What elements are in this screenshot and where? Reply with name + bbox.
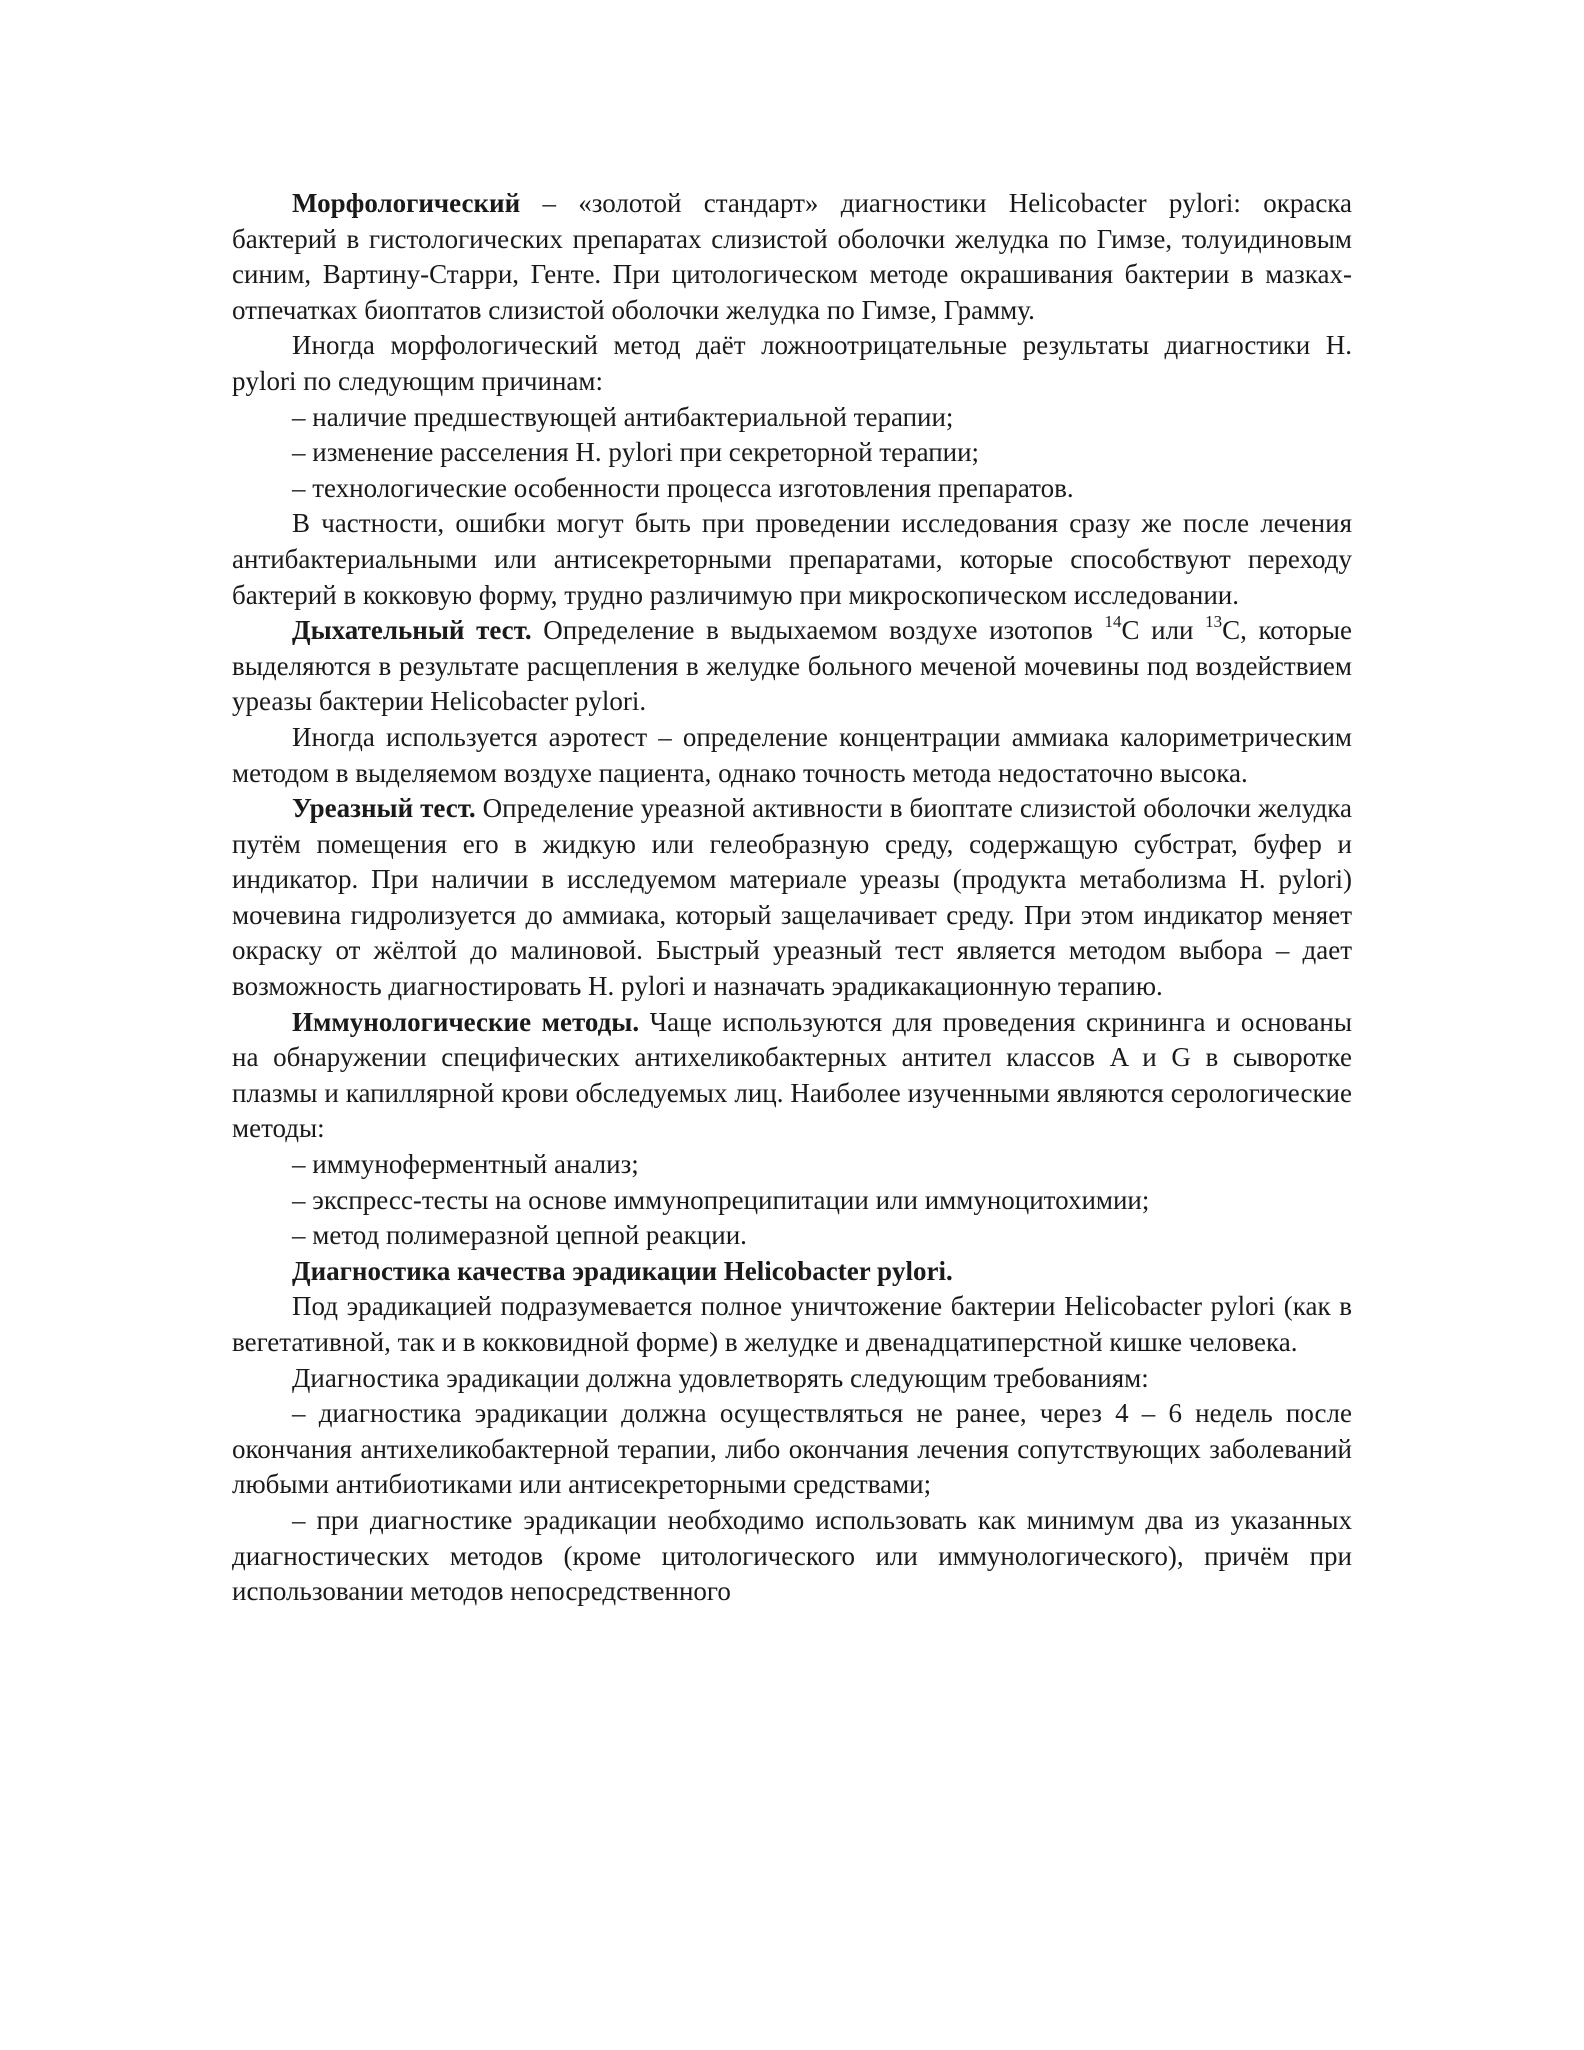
list-item: – иммуноферментный анализ; — [292, 1149, 639, 1180]
term-urease-test: Уреазный тест. — [292, 793, 476, 824]
paragraph-text: С, которые выделяются в результате расщепления в желудке больного меченой мочевины под воздействием уреазы бактерии Helicobacter pylori. — [232, 615, 1352, 717]
paragraph-urease-test — [232, 791, 1352, 1005]
paragraph-errors: В частности, ошибки могут быть при проведении исследования сразу же после лечения антибактериальными или антисекреторными препаратами, которые способствуют переходу бактерий в кокковую форму, трудно различимую при микроскопическом исследовании. — [232, 508, 1352, 610]
document-page — [232, 186, 1352, 1610]
paragraph-text: – «золотой стандарт» диагностики Helicobacter pylori: окраска бактерий в гистологических препаратах слизистой оболочки желудка по Гимзе, толуидиновым синим, Вартину-Старри, Генте. При цитологическом методе окрашивания бактерии в мазках-отпечатках биоптатов слизистой оболочки желудка по Гимзе, Грамму. — [232, 188, 1352, 325]
paragraph-eradication: Под эрадикацией подразумевается полное уничтожение бактерии Helicobacter pylori (как в вегетативной, так и в кокковидной форме) в желудке и двенадцатиперстной кишке человека. — [232, 1291, 1352, 1357]
requirement-item: – диагностика эрадикации должна осуществляться не ранее, через 4 – 6 недель после окончания антихеликобактерной терапии, либо окончания лечения сопутствующих заболеваний любыми антибиотиками или антисекреторными средствами; — [232, 1398, 1352, 1500]
paragraph-false-negative: Иногда морфологический метод даёт ложноотрицательные результаты диагностики H. pylori по следующим причинам: — [232, 330, 1352, 396]
paragraph-text: Чаще используются для проведения скрининга и основаны на обнаружении специфических антихеликобактерных антител классов A и G в сыворотке плазмы и капиллярной крови обследуемых лиц. Наиболее изученными являются серологические методы: — [232, 1006, 1352, 1144]
paragraph-immunological — [232, 1005, 1352, 1147]
term-immunological: Иммунологические методы. — [292, 1006, 640, 1037]
paragraph-requirements: Диагностика эрадикации должна удовлетворять следующим требованиям: — [292, 1362, 1149, 1393]
paragraph-text: Определение уреазной активности в биоптате слизистой оболочки желудка путём помещения его в жидкую или гелеобразную среду, содержащую субстрат, буфер и индикатор. При наличии в исследуемом материале уреазы (продукта метаболизма H. pylori) мочевина гидролизуется до аммиака, который защелачивает среду. При этом индикатор меняет окраску от жёлтой до малиновой. Быстрый уреазный тест является методом выбора – дает возможность диагностировать H. pylori и назначать эрадикакационную терапию. — [232, 793, 1352, 1002]
requirement-item: – при диагностике эрадикации необходимо использовать как минимум два из указанных диагностических методов (кроме цитологического или иммунологического), причём при использовании методов непосредственного — [232, 1504, 1352, 1607]
paragraph-text: С или — [1121, 615, 1206, 646]
isotope-superscript: 14 — [1104, 612, 1122, 632]
paragraph-morphological — [232, 186, 1352, 328]
list-item: – метод полимеразной цепной реакции. — [292, 1220, 747, 1251]
paragraph-aerotest: Иногда используется аэротест – определение концентрации аммиака калориметрическим методом в выделяемом воздухе пациента, однако точность метода недостаточно высока. — [232, 721, 1352, 788]
term-morphological: Морфологический — [292, 188, 521, 218]
list-item: – изменение расселения H. pylori при секреторной терапии; — [292, 437, 980, 468]
isotope-superscript: 13 — [1205, 612, 1223, 632]
term-breath-test: Дыхательный тест. — [292, 615, 532, 646]
section-heading: Диагностика качества эрадикации Helicobacter pylori. — [292, 1255, 953, 1286]
list-item: – наличие предшествующей антибактериальной терапии; — [292, 401, 954, 432]
paragraph-text: Определение в выдыхаемом воздухе изотопов — [531, 615, 1105, 646]
paragraph-breath-test — [232, 613, 1352, 720]
list-item: – технологические особенности процесса изготовления препаратов. — [292, 472, 1074, 503]
list-item: – экспресс-тесты на основе иммунопреципитации или иммуноцитохимии; — [292, 1184, 1150, 1215]
